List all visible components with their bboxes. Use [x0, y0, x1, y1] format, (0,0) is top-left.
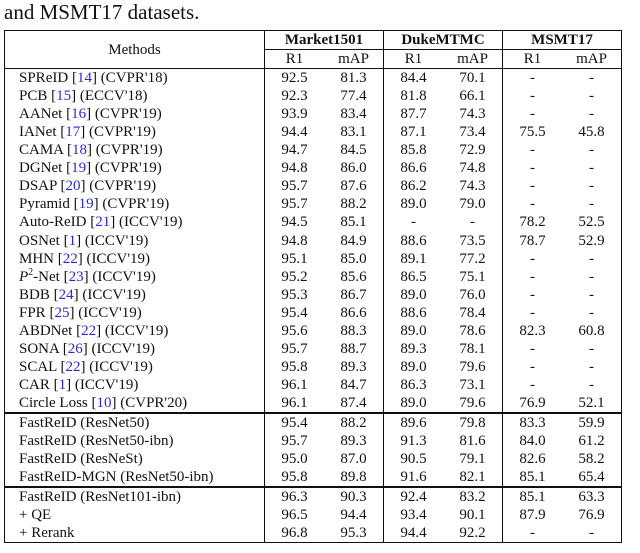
value-cell: 66.1 [443, 87, 503, 105]
table-row [5, 304, 622, 322]
metric-header: R1 [404, 51, 423, 68]
method-name: FastReID (ResNet50) [19, 414, 150, 431]
value-cell: 88.2 [324, 413, 384, 432]
method-cell: $P^2$-Net [23] (ICCV'19) [5, 268, 265, 286]
table-row [5, 394, 622, 413]
citation-link[interactable]: 24 [58, 286, 74, 303]
value-cell: 79.8 [443, 413, 503, 432]
table-row [5, 487, 622, 506]
value-cell: - [562, 105, 622, 123]
method-name: SPReID [19, 70, 69, 87]
value-cell: 94.7 [281, 142, 308, 159]
value-cell: 76.9 [519, 394, 546, 411]
dataset-header-msmt17: MSMT17 [503, 31, 622, 50]
value-cell: 76.0 [443, 286, 503, 304]
metric-header: mAP [443, 50, 503, 69]
value-cell: 81.6 [443, 432, 503, 450]
value-cell: 89.0 [400, 286, 427, 303]
table-row [5, 450, 622, 468]
value-cell: 52.9 [562, 232, 622, 250]
value-cell: - [530, 358, 535, 375]
value-cell: 63.3 [562, 487, 622, 506]
value-cell: 84.4 [400, 70, 427, 87]
value-cell: 90.5 [400, 451, 427, 468]
value-cell: 58.2 [562, 450, 622, 468]
value-cell: 52.5 [562, 213, 622, 231]
method-venue: (CVPR'19) [94, 106, 162, 123]
table-row [5, 322, 622, 340]
value-cell: 93.9 [281, 106, 308, 123]
citation-link[interactable]: 25 [54, 304, 70, 321]
value-cell: - [530, 376, 535, 393]
value-cell: - [562, 524, 622, 543]
value-cell: - [562, 286, 622, 304]
method-venue: (ICCV'19) [78, 304, 142, 321]
methods-header: Methods [5, 31, 265, 69]
value-cell: 86.6 [324, 304, 384, 322]
method-name: DGNet [19, 160, 63, 177]
value-cell: - [411, 214, 416, 231]
citation-link[interactable]: 17 [65, 124, 81, 141]
value-cell: 82.1 [443, 468, 503, 487]
method-name: FastReID (ResNet101-ibn) [19, 489, 182, 506]
value-cell: 85.1 [519, 489, 546, 506]
method-venue: (ICCV'19) [86, 250, 151, 267]
table-row [5, 506, 622, 524]
value-cell: 95.7 [281, 196, 308, 213]
value-cell: 77.4 [324, 87, 384, 105]
method-cell: Auto-ReID [21] (ICCV'19) [5, 213, 265, 231]
value-cell: 88.6 [400, 232, 427, 249]
value-cell: 95.6 [281, 322, 308, 339]
method-cell: DGNet [19] (CVPR'19) [5, 159, 265, 177]
table-row [5, 87, 622, 105]
method-cell: OSNet [1] (ICCV'19) [5, 232, 265, 250]
caption: and MSMT17 datasets. [4, 0, 200, 24]
value-cell: 89.3 [324, 432, 384, 450]
value-cell: 85.0 [324, 250, 384, 268]
method-venue: (ICCV'19) [91, 340, 156, 357]
value-cell: - [562, 268, 622, 286]
value-cell: 95.8 [281, 469, 308, 486]
citation-link[interactable]: 1 [68, 232, 77, 249]
method-cell: FPR [25] (ICCV'19) [5, 304, 265, 322]
value-cell: 78.7 [519, 232, 546, 249]
value-cell: - [562, 340, 622, 358]
citation-link[interactable]: 19 [71, 160, 87, 177]
value-cell: 94.4 [281, 124, 308, 141]
method-cell: AANet [16] (CVPR'19) [5, 105, 265, 123]
value-cell: - [562, 376, 622, 394]
method-name: CAR [19, 376, 50, 393]
table-row [5, 105, 622, 123]
value-cell: 60.8 [562, 322, 622, 340]
table-row [5, 376, 622, 394]
value-cell: 94.8 [281, 160, 308, 177]
value-cell: 92.3 [281, 88, 308, 105]
value-cell: 74.3 [443, 105, 503, 123]
method-venue: (ECCV'18) [79, 88, 148, 105]
method-cell: SONA [26] (ICCV'19) [5, 340, 265, 358]
value-cell: 75.5 [519, 124, 546, 141]
table-row [5, 213, 622, 231]
method-name: Circle Loss [19, 394, 88, 411]
value-cell: 95.2 [281, 268, 308, 285]
value-cell: 78.6 [443, 322, 503, 340]
value-cell: 74.3 [443, 177, 503, 195]
citation-link[interactable]: 23 [68, 268, 84, 285]
method-cell [5, 450, 265, 468]
method-venue: (ICCV'19) [82, 286, 146, 303]
value-cell: 70.1 [443, 69, 503, 88]
citation-link[interactable]: 10 [96, 394, 112, 411]
value-cell: 86.0 [324, 159, 384, 177]
table-row [5, 432, 622, 450]
table-row [5, 69, 622, 88]
value-cell: 52.1 [562, 394, 622, 413]
table-row [5, 524, 622, 543]
citation-link[interactable]: 14 [76, 70, 92, 87]
value-cell: 79.1 [443, 450, 503, 468]
value-cell: 94.4 [324, 506, 384, 524]
value-cell: - [530, 286, 535, 303]
value-cell: 95.1 [281, 250, 308, 267]
value-cell: 95.7 [281, 340, 308, 357]
citation-link[interactable]: 15 [56, 88, 72, 105]
value-cell: 89.0 [400, 196, 427, 213]
value-cell: 92.5 [281, 70, 308, 87]
metric-header: R1 [523, 51, 542, 68]
value-cell: 88.2 [324, 195, 384, 213]
method-cell: SPReID [14] (CVPR'18) [5, 69, 265, 88]
value-cell: 90.3 [324, 487, 384, 506]
method-name: P [19, 268, 29, 285]
method-name: FastReID (ResNet50-ibn) [19, 433, 174, 450]
value-cell: 95.3 [281, 286, 308, 303]
method-cell: BDB [24] (ICCV'19) [5, 286, 265, 304]
value-cell: - [530, 304, 535, 321]
table-row [5, 195, 622, 213]
value-cell: 83.1 [324, 123, 384, 141]
method-venue: (CVPR'20) [120, 394, 188, 411]
value-cell: 90.1 [443, 506, 503, 524]
value-cell: 81.8 [400, 88, 427, 105]
value-cell: 92.4 [400, 489, 427, 506]
value-cell: 89.0 [400, 394, 427, 411]
value-cell: 89.8 [324, 468, 384, 487]
method-name: OSNet [19, 232, 60, 249]
value-cell: - [530, 250, 535, 267]
citation-link[interactable]: 22 [62, 250, 78, 267]
value-cell: 94.4 [400, 525, 427, 542]
method-venue: (CVPR'19) [89, 178, 157, 195]
value-cell: 74.8 [443, 159, 503, 177]
value-cell: - [530, 106, 535, 123]
value-cell: 75.1 [443, 268, 503, 286]
method-cell [5, 468, 265, 487]
value-cell: 88.6 [400, 304, 427, 321]
value-cell: 88.3 [324, 322, 384, 340]
value-cell: 72.9 [443, 141, 503, 159]
method-name: + Rerank [19, 525, 75, 542]
value-cell: 82.6 [519, 451, 546, 468]
method-venue: (ICCV'19) [92, 268, 156, 285]
value-cell: 45.8 [562, 123, 622, 141]
method-venue: (CVPR'19) [102, 196, 170, 213]
method-cell [5, 413, 265, 432]
method-name: CAMA [19, 142, 64, 159]
value-cell: - [530, 196, 535, 213]
value-cell: 79.6 [443, 394, 503, 413]
value-cell: 87.4 [324, 394, 384, 413]
table-row [5, 413, 622, 432]
value-cell: - [562, 177, 622, 195]
method-name: SCAL [19, 358, 57, 375]
value-cell: 86.2 [400, 178, 427, 195]
citation-link[interactable]: 16 [71, 106, 87, 123]
value-cell: - [530, 70, 535, 87]
value-cell: 96.3 [281, 489, 308, 506]
value-cell: 86.7 [324, 286, 384, 304]
value-cell: 59.9 [562, 413, 622, 432]
method-name-suffix: -Net [33, 268, 60, 285]
method-name-superscript: 2 [28, 266, 34, 278]
value-cell: 95.8 [281, 358, 308, 375]
table-body [5, 69, 622, 543]
value-cell: 61.2 [562, 432, 622, 450]
value-cell: - [562, 195, 622, 213]
value-cell: 95.7 [281, 178, 308, 195]
method-cell: PCB [15] (ECCV'18) [5, 87, 265, 105]
method-cell [5, 432, 265, 450]
method-name: MHN [19, 250, 55, 267]
value-cell: - [530, 268, 535, 285]
value-cell: - [562, 358, 622, 376]
table-row [5, 468, 622, 487]
value-cell: - [530, 88, 535, 105]
value-cell: 94.5 [281, 214, 308, 231]
method-venue: (ICCV'19) [84, 232, 149, 249]
value-cell: 96.1 [281, 394, 308, 411]
method-name: IANet [19, 124, 57, 141]
value-cell: 91.3 [400, 433, 427, 450]
value-cell: - [530, 525, 535, 542]
value-cell: 84.5 [324, 141, 384, 159]
table-row [5, 177, 622, 195]
value-cell: - [443, 213, 503, 231]
method-cell: IANet [17] (CVPR'19) [5, 123, 265, 141]
citation-link[interactable]: 22 [65, 358, 81, 375]
value-cell: 81.3 [324, 69, 384, 88]
metric-header: R1 [285, 51, 304, 68]
method-cell: CAMA [18] (CVPR'19) [5, 141, 265, 159]
citation-link[interactable]: 20 [65, 178, 81, 195]
method-name: SONA [19, 340, 60, 357]
method-cell [5, 487, 265, 506]
value-cell: 89.3 [400, 340, 427, 357]
value-cell: - [562, 304, 622, 322]
method-name: FPR [19, 304, 46, 321]
value-cell: 85.1 [519, 469, 546, 486]
citation-link[interactable]: 26 [67, 340, 83, 357]
method-cell: Pyramid [19] (CVPR'19) [5, 195, 265, 213]
value-cell: 84.7 [324, 376, 384, 394]
value-cell: - [530, 160, 535, 177]
method-venue: (ICCV'19) [104, 322, 169, 339]
value-cell: 82.3 [519, 322, 546, 339]
value-cell: 85.1 [324, 213, 384, 231]
value-cell: 86.6 [400, 160, 427, 177]
value-cell: 85.6 [324, 268, 384, 286]
method-cell: CAR [1] (ICCV'19) [5, 376, 265, 394]
table-row [5, 123, 622, 141]
value-cell: - [530, 340, 535, 357]
value-cell: 87.6 [324, 177, 384, 195]
value-cell: 95.4 [281, 414, 308, 431]
table-row [5, 232, 622, 250]
value-cell: 73.5 [443, 232, 503, 250]
value-cell: 77.2 [443, 250, 503, 268]
value-cell: 79.0 [443, 195, 503, 213]
value-cell: 85.8 [400, 142, 427, 159]
method-cell: Circle Loss [10] (CVPR'20) [5, 394, 265, 413]
method-venue: (ICCV'19) [74, 376, 139, 393]
value-cell: 88.7 [324, 340, 384, 358]
value-cell: 87.0 [324, 450, 384, 468]
value-cell: 78.4 [443, 304, 503, 322]
method-cell [5, 524, 265, 543]
method-venue: (ICCV'19) [89, 358, 153, 375]
value-cell: 73.1 [443, 376, 503, 394]
table-row [5, 268, 622, 286]
value-cell: 83.2 [443, 487, 503, 506]
value-cell: 96.1 [281, 376, 308, 393]
citation-link[interactable]: 21 [95, 214, 111, 231]
citation-link[interactable]: 22 [81, 322, 97, 339]
method-venue: (ICCV'19) [119, 214, 183, 231]
value-cell: 78.2 [519, 214, 546, 231]
method-cell: ABDNet [22] (ICCV'19) [5, 322, 265, 340]
method-name: FastReID (ResNeSt) [19, 451, 143, 468]
table-row [5, 250, 622, 268]
value-cell: - [562, 141, 622, 159]
value-cell: 84.0 [519, 433, 546, 450]
citation-link[interactable]: 18 [71, 142, 87, 159]
value-cell: 89.1 [400, 250, 427, 267]
table-row [5, 141, 622, 159]
value-cell: 84.9 [324, 232, 384, 250]
value-cell: 89.0 [400, 358, 427, 375]
value-cell: - [562, 69, 622, 88]
method-cell: SCAL [22] (ICCV'19) [5, 358, 265, 376]
method-cell [5, 506, 265, 524]
metric-header: mAP [324, 50, 384, 69]
method-name: PCB [19, 88, 48, 105]
value-cell: 76.9 [562, 506, 622, 524]
method-name: ABDNet [19, 322, 73, 339]
method-venue: (CVPR'18) [100, 70, 168, 87]
value-cell: 86.3 [400, 376, 427, 393]
table-row [5, 340, 622, 358]
value-cell: - [562, 250, 622, 268]
value-cell: 92.2 [443, 524, 503, 543]
value-cell: 78.1 [443, 340, 503, 358]
value-cell: 86.5 [400, 268, 427, 285]
method-venue: (CVPR'19) [89, 124, 156, 141]
method-name: AANet [19, 106, 63, 123]
value-cell: 89.6 [400, 414, 427, 431]
method-name: BDB [19, 286, 50, 303]
value-cell: - [562, 87, 622, 105]
value-cell: 87.1 [400, 124, 427, 141]
value-cell: 87.9 [519, 507, 546, 524]
table-row [5, 286, 622, 304]
value-cell: 91.6 [400, 469, 427, 486]
value-cell: 95.4 [281, 304, 308, 321]
dataset-header-dukemtmc: DukeMTMC [384, 31, 503, 50]
results-table [4, 30, 622, 543]
value-cell: 96.8 [281, 525, 308, 542]
value-cell: 89.3 [324, 358, 384, 376]
method-cell: MHN [22] (ICCV'19) [5, 250, 265, 268]
dataset-header-market1501: Market1501 [265, 31, 384, 50]
method-name: Pyramid [19, 196, 70, 213]
metric-header: mAP [562, 50, 622, 69]
value-cell: 95.3 [324, 524, 384, 543]
value-cell: 89.0 [400, 322, 427, 339]
value-cell: - [530, 142, 535, 159]
citation-link[interactable]: 1 [58, 376, 67, 393]
value-cell: 93.4 [400, 507, 427, 524]
citation-link[interactable]: 19 [78, 196, 94, 213]
method-name: DSAP [19, 178, 57, 195]
method-venue: (CVPR'19) [95, 142, 163, 159]
value-cell: - [530, 178, 535, 195]
value-cell: 73.4 [443, 123, 503, 141]
value-cell: 95.7 [281, 433, 308, 450]
value-cell: 83.3 [519, 414, 546, 431]
value-cell: 94.8 [281, 232, 308, 249]
method-venue: (CVPR'19) [94, 160, 162, 177]
value-cell: 96.5 [281, 507, 308, 524]
value-cell: 65.4 [562, 468, 622, 487]
table-row [5, 159, 622, 177]
method-name: Auto-ReID [19, 214, 87, 231]
method-cell: DSAP [20] (CVPR'19) [5, 177, 265, 195]
value-cell: - [562, 159, 622, 177]
value-cell: 95.0 [281, 451, 308, 468]
method-name: FastReID-MGN (ResNet50-ibn) [19, 469, 214, 486]
method-name: + QE [19, 507, 52, 524]
table-row [5, 358, 622, 376]
value-cell: 87.7 [400, 106, 427, 123]
value-cell: 79.6 [443, 358, 503, 376]
value-cell: 83.4 [324, 105, 384, 123]
